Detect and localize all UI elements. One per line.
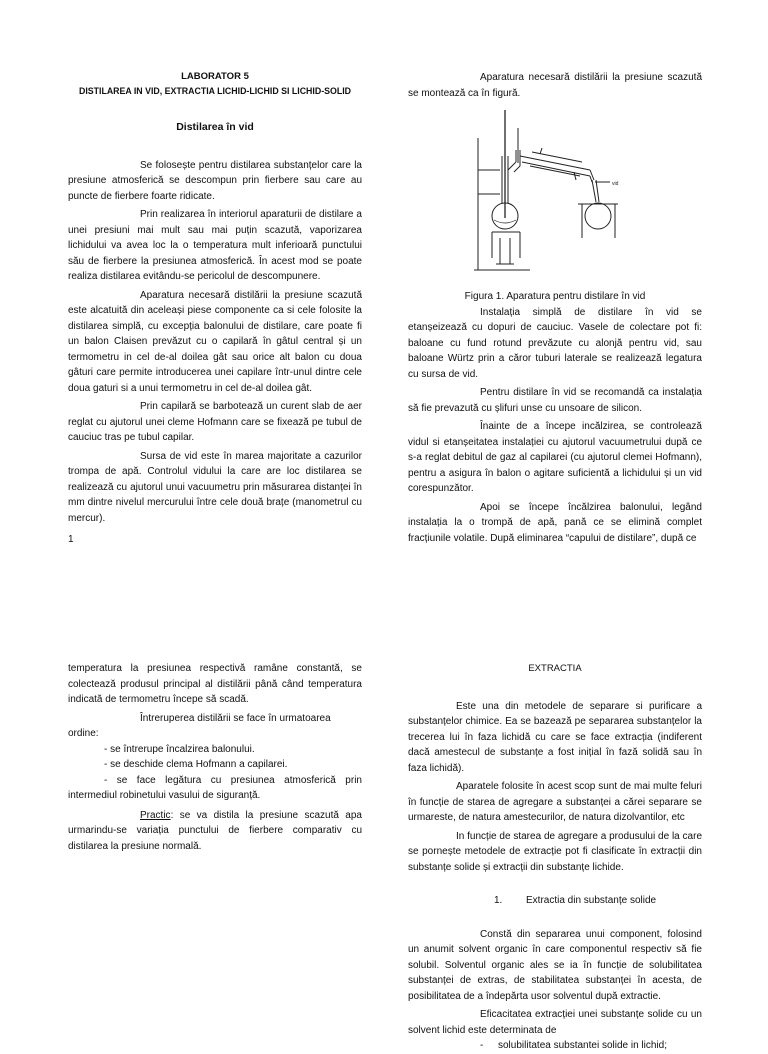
top-right-column-lower	[408, 289, 702, 546]
section-title-vacuum: Distilarea în vid	[176, 121, 254, 133]
paragraph: Prin capilară se barbotează un curent slab de aer reglat cu ajutorul unei cleme Hofmann care se fixează pe tubul de cauciuc tras pe tubul capilar.	[68, 401, 362, 443]
paragraph: temperatura la presiunea respectivă ramâne constantă, se colectează produsul principal al distilării până când temperatura indicată de termometru începe să scadă.	[68, 663, 362, 705]
paragraph: Instalația simplă de distilare în vid se etanșeizează cu dopuri de cauciuc. Vasele de colectare pot fi: baloane cu fund rotund prevăzute cu alonjă pentru vid, sau baloane Würtz prin a căror tuburi laterale se realizează legatura cu sursa de vid.	[408, 306, 702, 380]
bottom-left-column	[68, 661, 362, 854]
paragraph: Prin realizarea în interiorul aparaturii de distilare a unei presiuni mai mult sau mai puțin scazută, vaporizarea lichidului va avea loc la o temperatura mult inferioară punctului său de fierbere la presiunea atmosferică. În acest mod se poate realiza distilarea evitându-se pericolul de descompunere.	[68, 209, 362, 282]
paragraph: Este una din metodele de separare si purificare a substanțelor chimice. Ea se bazează pe separarea substanțelor la trecerea lui în faza lichidă cu care se face extracția (indiferent dacă amestecul de substanțe a fost inițial în fază solidă sau în faza lichidă).	[408, 700, 702, 774]
practic-paragraph	[68, 808, 362, 855]
top-left-column	[68, 70, 362, 526]
subsection-number: 1.	[494, 895, 503, 906]
practic-label: Practic	[140, 809, 171, 821]
top-right-column	[408, 70, 702, 101]
subsection-heading	[408, 893, 702, 909]
paragraph: Se folosește pentru distilarea substanțelor care la presiune atmosferică se descompun prin fierbere sau care au puncte de fierbere foarte ridicate.	[68, 159, 362, 202]
paragraph: In funcție de starea de agregare a produsului de la care se pornește metodele de extracție pot fi clasificate în extracții din substanțe solide și extracții din substanțe lichide.	[408, 830, 702, 873]
bottom-right-column	[408, 661, 702, 1054]
vacuum-distillation-apparatus-figure	[470, 108, 630, 273]
paragraph: Înainte de a începe incălzirea, se controlează vidul si etanșeitatea instalației cu ajutorul vacuumetrului după ce s-a reglat debitul de gaz al capilarei (cu ajutorul clemei Hofmann), pentru a asigura în balon o agitare suficientă a lichidului și un vid corespunzător.	[408, 421, 702, 494]
list-item-text: solubilitatea substantei solide in lichid;	[498, 1040, 667, 1051]
section-title-extraction: EXTRACTIA	[528, 663, 582, 674]
lab-title: LABORATOR 5	[181, 71, 249, 82]
paragraph: Constă din separarea unui component, folosind un anumit solvent organic în care componentul respectiv să fie solubil. Solventul organic ales se ia în funcție de solubilitatea substanței de extras, de stabilitatea substanței în acesta, de posibilitatea de a îndepărta usor solventul după extractie.	[408, 928, 702, 1002]
list-item: - se face legătura cu presiunea atmosferică prin intermediul robinetului vasului de siguranță.	[68, 774, 362, 801]
practic-text: : se va distila la presiune scazută apa urmarindu-se variația punctului de fierbere comparativ cu distilarea la presiune normală.	[68, 809, 362, 852]
paragraph: Eficacitatea extracției unei substanțe solide cu un solvent lichid este determinata de	[408, 1009, 702, 1036]
figure-vid-label: vid	[612, 181, 619, 187]
paragraph: Sursa de vid este în marea majoritate a cazurilor trompa de apă. Controlul vidului la care are loc distilarea se realizează cu ajutorul unui vacuumetru prin măsurarea distanței în mm dintre nivelul mercurului între cele două brațe (manometrul cu mercur).	[68, 450, 362, 524]
page-number: 1	[68, 534, 74, 545]
figure-caption: Figura 1. Aparatura pentru distilare în vid	[464, 291, 646, 302]
paragraph: Pentru distilare în vid se recomandă ca instalația să fie prevazută cu șlifuri unse cu unsoare de silicon.	[408, 387, 702, 414]
list-item	[408, 1038, 702, 1054]
list-dash: -	[480, 1040, 484, 1051]
subsection-title: Extractia din substanțe solide	[526, 895, 657, 906]
paragraph: Aparatele folosite în acest scop sunt de mai multe feluri în funcție de starea de agregare a substanței a cărei separare se urmareste, de natura amestecurilor, de natura dizolvantilor, etc	[408, 781, 702, 823]
list-item: - se întrerupe încalzirea balonului.	[104, 743, 255, 755]
paragraph: Apoi se începe încălzirea balonului, legând instalația la o trompă de apă, pană ce se elimină complet fracțiunile volatile. După eliminarea “capului de distilare”, după ce	[408, 501, 702, 544]
intro-paragraph: Aparatura necesară distilării la presiune scazută se montează ca în figură.	[408, 72, 702, 99]
lab-subtitle: DISTILAREA IN VID, EXTRACTIA LICHID-LICHID SI LICHID-SOLID	[78, 86, 352, 96]
list-item: - se deschide clema Hofmann a capilarei.	[104, 759, 288, 770]
paragraph: Aparatura necesară distilării la presiune scazută este alcatuită din aceleași piese componente ca si cele folosite la distilarea simplă, cu excepția balonului de distilare, care poate fi un balon Claisen prevăzut cu o capilară în gâtul central și un termometru in cel de-al doilea gât sau orice alt balon cu doua gâturi care permite introducerea unei capilare într-unul dintre cele doua gaturi si a unui termometru in cel de-al doilea gât.	[68, 289, 362, 394]
paragraph: Întreruperea distilării se face în urmatoarea ordine:	[68, 712, 331, 739]
